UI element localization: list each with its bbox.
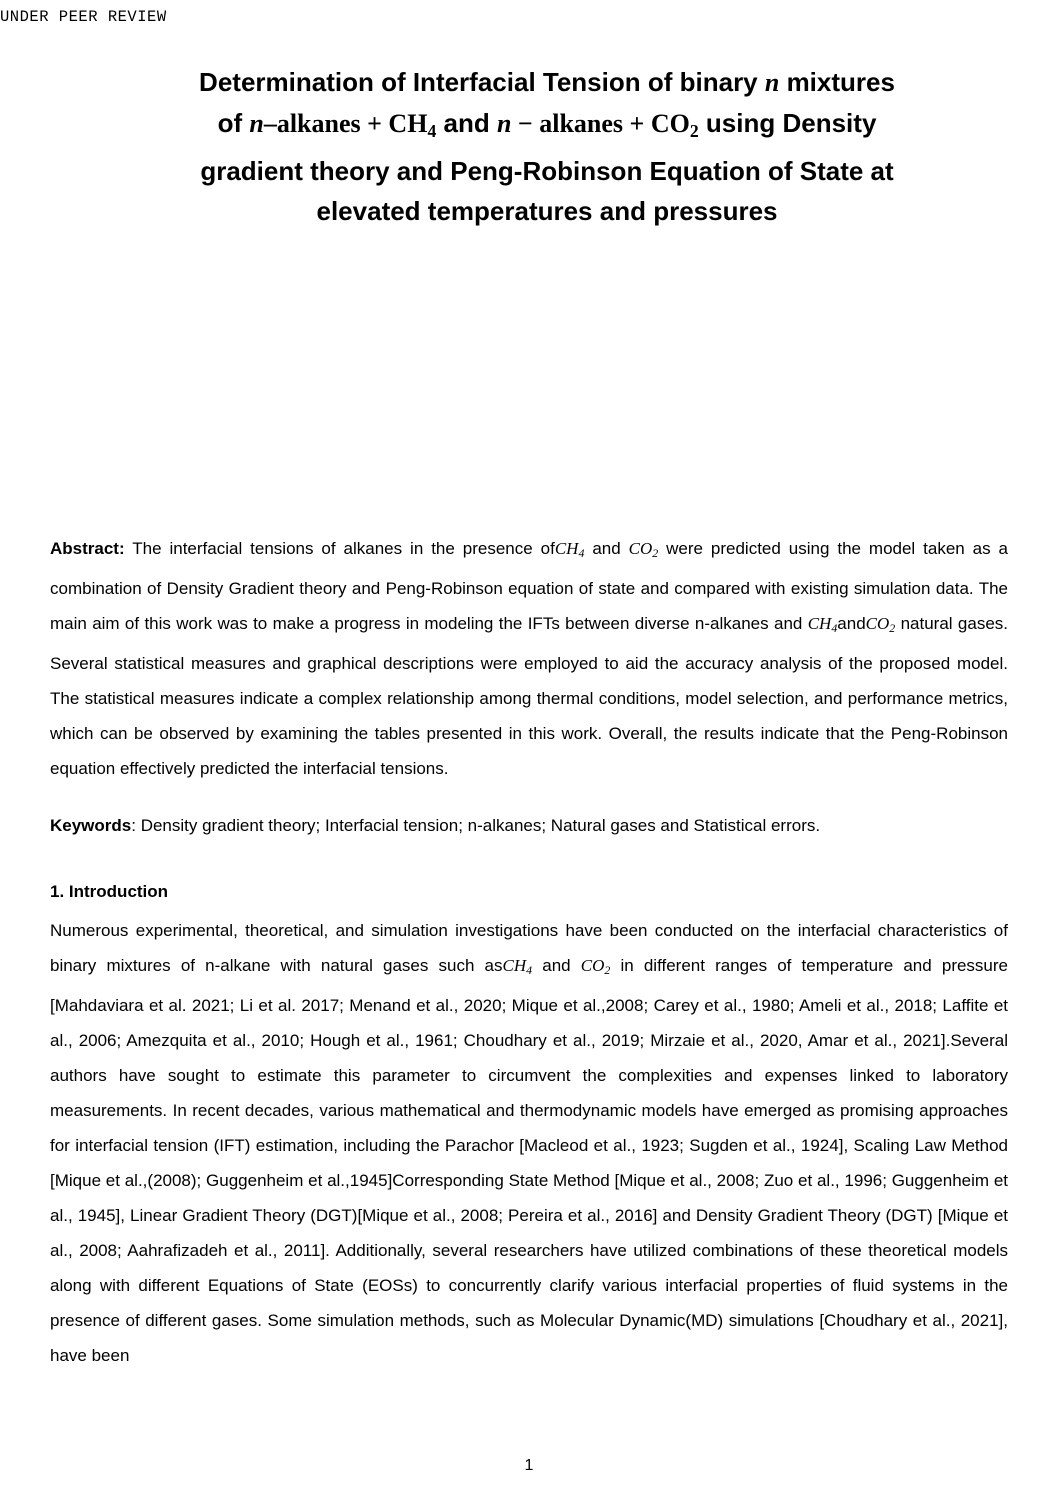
abstract-formula-co2 bbox=[629, 539, 659, 558]
title-formula-alkanes-co2: n − alkanes + $CO_2$ bbox=[496, 109, 699, 141]
abstract-co2b-sub: 2 bbox=[889, 620, 896, 635]
title-line3: gradient theory and Peng-Robinson Equation of State at bbox=[200, 155, 894, 186]
title-line4: elevated temperatures and pressures bbox=[316, 195, 778, 226]
peer-review-stamp: UNDER PEER REVIEW bbox=[0, 8, 167, 26]
keywords-label: Keywords bbox=[50, 815, 132, 835]
abstract-formula-ch4-b bbox=[808, 614, 838, 633]
abstract-co2-text: CO bbox=[628, 538, 653, 558]
page-number: 1 bbox=[524, 1457, 534, 1474]
abstract-paragraph bbox=[50, 531, 1008, 786]
abstract-and-word: and bbox=[837, 613, 866, 633]
abstract-ch4-text: CH bbox=[554, 538, 579, 558]
intro-co2-text: CO bbox=[580, 955, 605, 975]
title-line1-part-a: Determination of Interfacial Tension of binary bbox=[199, 67, 765, 97]
introduction-section bbox=[50, 877, 1008, 1373]
title-line1-part-b: mixtures bbox=[779, 67, 895, 97]
page-title bbox=[50, 62, 1008, 231]
title-line2-part-a: of bbox=[217, 108, 250, 138]
abstract-co2b-text: CO bbox=[865, 613, 890, 633]
intro-mid: and bbox=[532, 955, 581, 975]
abstract-part1: The interfacial tensions of alkanes in the presence of bbox=[124, 538, 555, 558]
abstract-label: Abstract: bbox=[50, 538, 125, 558]
abstract-co2-sub: 2 bbox=[652, 545, 659, 560]
intro-ch4-sub: 4 bbox=[526, 962, 533, 977]
abstract-part4: natural gases. Several statistical measures and graphical descriptions were employed to aid the accuracy analysis of the proposed model. The statistical measures indicate a complex relationship among thermal conditions, model selection, and performance metrics, which can be observed by examining the tables presented in this work. Overall, the results indicate that the Peng-Robinson equation effectively predicted the interfacial tensions. bbox=[50, 613, 1008, 778]
intro-part1: Numerous experimental, theoretical, and simulation investigations have been conducted on the interfacial characteristics of binary mixtures of n-alkane with natural gases such as bbox=[50, 920, 1008, 975]
section-heading-introduction: 1. Introduction bbox=[50, 881, 169, 901]
abstract-ch4b-sub: 4 bbox=[831, 620, 838, 635]
title-line2-end: using Density bbox=[698, 108, 877, 138]
abstract-ch4-sub: 4 bbox=[578, 545, 585, 560]
intro-co2-sub: 2 bbox=[604, 962, 611, 977]
title-line2-and: and bbox=[436, 108, 497, 138]
abstract-part3: were predicted using the model taken as a combination of Density Gradient theory and Peng-Robinson equation of state and compared with existing simulation data. The main aim of this work was to make a progress in modeling the IFTs between diverse n-alkanes and bbox=[50, 538, 1008, 633]
abstract-ch4b-text: CH bbox=[807, 613, 832, 633]
keywords-paragraph bbox=[50, 808, 1008, 843]
intro-formula-ch4 bbox=[503, 956, 533, 975]
title-symbol-n: n bbox=[764, 68, 780, 97]
title-sub-4: 4 bbox=[427, 120, 437, 141]
title-formula-alkanes-ch4: n–alkanes + $CH_4$ bbox=[249, 109, 437, 141]
abstract-formula-co2-b bbox=[866, 614, 896, 633]
abstract-part2: and bbox=[584, 538, 629, 558]
intro-formula-co2 bbox=[581, 956, 611, 975]
title-sub-2: 2 bbox=[689, 120, 699, 141]
title-abstract-gap bbox=[50, 231, 1008, 531]
intro-part2: in different ranges of temperature and pressure [Mahdaviara et al. 2021; Li et al. 2017; Menand et al., 2020; Mique et al.,2008; Carey et al., 1980; Ameli et al., 2018; Laffite et al., 2006; Amezquita et al., 2010; Hough et al., 1961; Choudhary et al., 2019; Mirzaie et al., 2020, Amar et al., 2021].Several authors have sought to estimate this parameter to circumvent the complexities and expenses linked to laboratory measurements. In recent decades, various mathematical and thermodynamic models have emerged as promising approaches for interfacial tension (IFT) estimation, including the Parachor [Macleod et al., 1923; Sugden et al., 1924], Scaling Law Method [Mique et al.,(2008); Guggenheim et al.,1945]Corresponding State Method [Mique et al., 2008; Zuo et al., 1996; Guggenheim et al., 1945], Linear Gradient Theory (DGT)[Mique et al., 2008; Pereira et al., 2016] and Density Gradient Theory (DGT) [Mique et al., 2008; Aahrafizadeh et al., 2011]. Additionally, several researchers have utilized combinations of these theoretical models along with different Equations of State (EOSs) to concurrently clarify various interfacial properties of fluid systems in the presence of different gases. Some simulation methods, such as Molecular Dynamic(MD) simulations [Choudhary et al., 2021], have been bbox=[50, 955, 1008, 1365]
abstract-formula-ch4 bbox=[555, 539, 585, 558]
introduction-paragraph bbox=[50, 913, 1008, 1373]
document-content bbox=[50, 62, 1008, 1395]
intro-ch4-text: CH bbox=[502, 955, 527, 975]
keywords-text: : Density gradient theory; Interfacial tension; n-alkanes; Natural gases and Statistical errors. bbox=[131, 815, 821, 835]
